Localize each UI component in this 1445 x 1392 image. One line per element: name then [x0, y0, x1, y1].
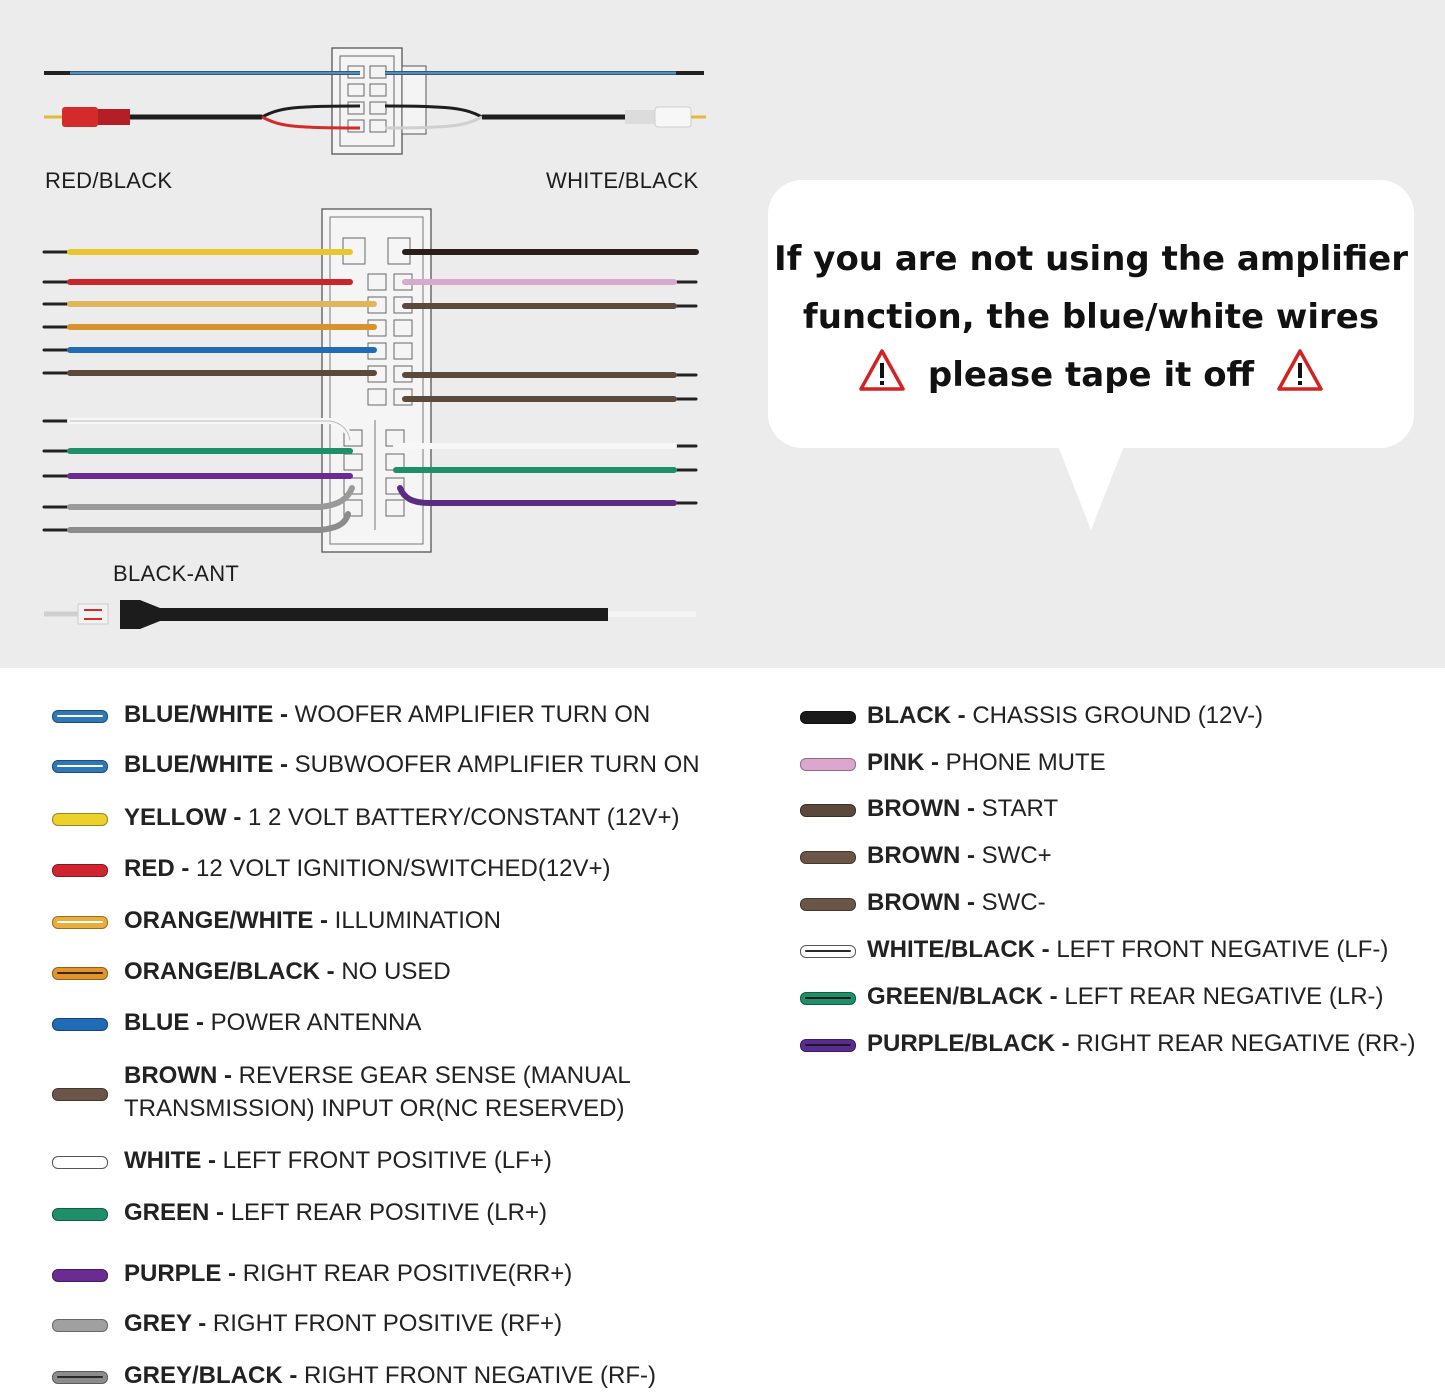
wire-function: 12 VOLT IGNITION/SWITCHED(12V+): [196, 855, 611, 882]
wire-function: ILLUMINATION: [334, 907, 501, 934]
callout-tail: [1058, 446, 1124, 530]
wire-color-name: GREY -: [124, 1310, 213, 1337]
wire-function: SUBWOOFER AMPLIFIER TURN ON: [294, 751, 700, 778]
wire-color-name: ORANGE/WHITE -: [124, 907, 335, 934]
wire-swatch: [800, 898, 856, 911]
wire-swatch: [52, 967, 108, 980]
rca-right-label: WHITE/BLACK: [546, 168, 699, 193]
wire-function: RIGHT REAR NEGATIVE (RR-): [1076, 1030, 1416, 1057]
wire-swatch: [800, 945, 856, 958]
wire-color-name: BLUE -: [124, 1009, 211, 1036]
wire-swatch: [52, 710, 108, 723]
wire-function: RIGHT FRONT POSITIVE (RF+): [212, 1310, 563, 1337]
wire-function: SWC-: [981, 889, 1046, 916]
wire-swatch: [800, 711, 856, 724]
wire-swatch: [52, 1018, 108, 1031]
wire-color-name: PINK -: [867, 749, 946, 776]
wire-function: LEFT REAR POSITIVE (LR+): [230, 1199, 547, 1226]
wire-function: LEFT FRONT POSITIVE (LF+): [222, 1147, 552, 1174]
warning-triangle-icon: [858, 348, 906, 392]
legend-item: [124, 748, 700, 781]
callout-line-3: please tape it off: [927, 355, 1255, 395]
wire-function: POWER ANTENNA: [210, 1009, 422, 1036]
wire-function: CHASSIS GROUND (12V-): [972, 702, 1264, 729]
callout-line-2: function, the blue/white wires: [802, 297, 1380, 337]
legend-item: [867, 1027, 1415, 1060]
callout-line-3-row: [768, 346, 1414, 404]
wire-color-name: BROWN -: [124, 1062, 239, 1089]
wire-function: RIGHT FRONT NEGATIVE (RF-): [304, 1362, 656, 1389]
wire-swatch: [52, 1269, 108, 1282]
rca-left-label: RED/BLACK: [45, 168, 173, 193]
wire-function: NO USED: [341, 958, 451, 985]
legend-item: [124, 955, 451, 988]
wire-color-name: BLUE/WHITE -: [124, 751, 295, 778]
legend-item: [867, 746, 1106, 779]
wire-swatch: [800, 992, 856, 1005]
wire-function: SWC+: [981, 842, 1052, 869]
wire-swatch: [800, 804, 856, 817]
wire-swatch: [52, 813, 108, 826]
legend-item: [124, 1059, 631, 1125]
wire-function: 1 2 VOLT BATTERY/CONSTANT (12V+): [247, 804, 680, 831]
wire-color-name: BROWN -: [867, 889, 982, 916]
antenna-cable: [44, 600, 696, 629]
wire-color-name: BLUE/WHITE -: [124, 701, 295, 728]
wire-swatch: [52, 1371, 108, 1384]
wire-color-name: PURPLE -: [124, 1260, 243, 1287]
wire-color-name: ORANGE/BLACK -: [124, 958, 342, 985]
legend-item: [124, 1196, 547, 1229]
legend-item: [124, 1144, 552, 1177]
wire-function: WOOFER AMPLIFIER TURN ON: [294, 701, 651, 728]
callout-line-1: If you are not using the amplifier: [774, 239, 1408, 279]
wire-function: LEFT FRONT NEGATIVE (LF-): [1056, 936, 1389, 963]
wire-swatch: [52, 1088, 108, 1101]
legend-item: [867, 980, 1384, 1013]
wire-swatch: [52, 864, 108, 877]
wire-function-continued: TRANSMISSION) INPUT OR(NC RESERVED): [124, 1095, 625, 1122]
antenna-label: BLACK-ANT: [113, 561, 240, 586]
legend-item: [124, 698, 650, 731]
legend-item: [867, 839, 1052, 872]
wire-color-name: WHITE -: [124, 1147, 223, 1174]
wire-function: LEFT REAR NEGATIVE (LR-): [1064, 983, 1384, 1010]
wire-swatch: [52, 760, 108, 773]
legend-item: [867, 933, 1388, 966]
wire-swatch: [52, 1208, 108, 1221]
legend-item: [867, 699, 1263, 732]
legend-item: [124, 1006, 421, 1039]
wire-color-name: GREEN -: [124, 1199, 231, 1226]
legend-item: [124, 904, 501, 937]
wire-color-name: BROWN -: [867, 842, 982, 869]
legend-item: [124, 1257, 572, 1290]
callout-message: [768, 230, 1414, 404]
legend-item: [124, 801, 679, 834]
wire-swatch: [52, 1319, 108, 1332]
wire-function: RIGHT REAR POSITIVE(RR+): [242, 1260, 573, 1287]
legend-item: [124, 852, 611, 885]
legend-item: [124, 1359, 656, 1392]
wire-color-name: PURPLE/BLACK -: [867, 1030, 1077, 1057]
wire-color-name: YELLOW -: [124, 804, 248, 831]
wire-swatch: [800, 851, 856, 864]
right-wires: [396, 252, 696, 503]
legend-item: [124, 1307, 562, 1340]
wire-color-name: BROWN -: [867, 795, 982, 822]
wire-function: REVERSE GEAR SENSE (MANUAL: [238, 1062, 631, 1089]
wire-function: START: [981, 795, 1059, 822]
wire-swatch: [52, 1156, 108, 1169]
wire-color-name: WHITE/BLACK -: [867, 936, 1057, 963]
legend-item: [867, 886, 1046, 919]
wire-color-name: GREEN/BLACK -: [867, 983, 1065, 1010]
legend-item: [867, 792, 1058, 825]
wire-function: PHONE MUTE: [945, 749, 1106, 776]
rca-harness: [44, 48, 706, 154]
wire-swatch: [800, 758, 856, 771]
wire-color-name: BLACK -: [867, 702, 973, 729]
warning-triangle-icon: [1276, 348, 1324, 392]
wire-color-name: RED -: [124, 855, 196, 882]
wire-swatch: [800, 1039, 856, 1052]
wire-swatch: [52, 916, 108, 929]
wire-color-name: GREY/BLACK -: [124, 1362, 304, 1389]
